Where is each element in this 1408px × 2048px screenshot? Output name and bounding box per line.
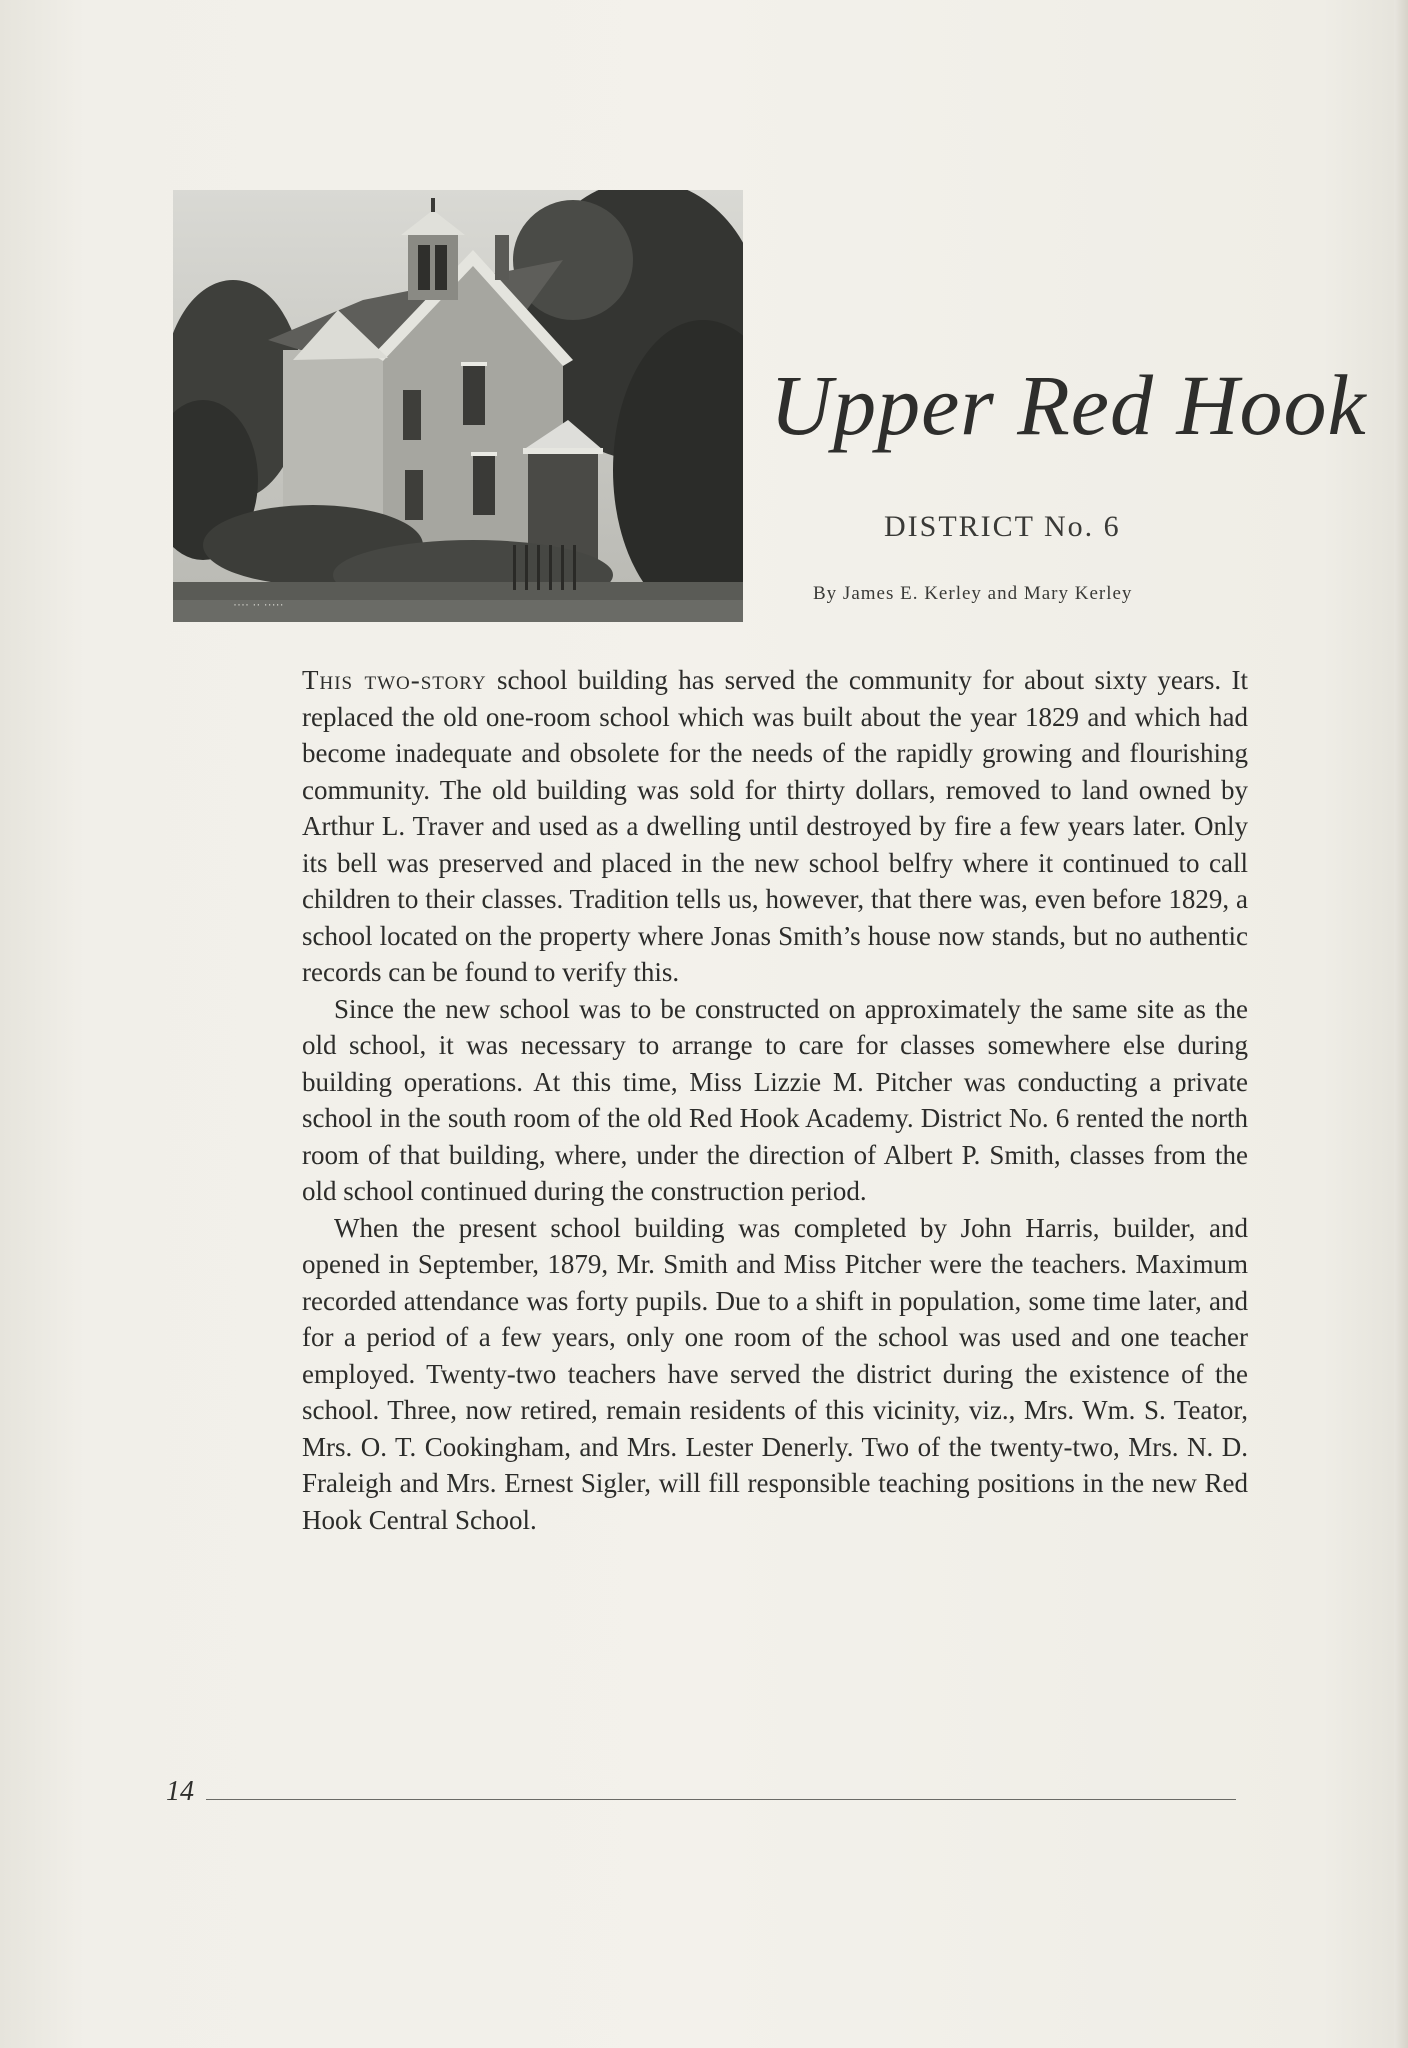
- photo-caption: ···· ·· ·····: [233, 597, 284, 611]
- paragraph-3: When the present school building was completed by John Harris, builder, and opened in September, 1879, Mr. Smith and Miss Pitcher were the teachers. Maximum recorded attendance was forty pupils. Due to a shift in population, some time later, and for a period of a few years, only one room of the school was used and one teacher employed. Twenty-two teachers have served the district during the existence of the school. Three, now retired, remain residents of this vicinity, viz., Mrs. Wm. S. Teator, Mrs. O. T. Cookingham, and Mrs. Lester Denerly. Two of the twenty-two, Mrs. N. D. Fraleigh and Mrs. Ernest Sigler, will fill responsible teaching positions in the new Red Hook Central School.: [302, 1212, 1248, 1535]
- page-edge: [1394, 0, 1408, 2048]
- paragraph-lead: This two-story: [302, 665, 487, 695]
- article-title: Upper Red Hook: [770, 357, 1367, 453]
- footer-rule: [206, 1799, 1236, 1800]
- article-subtitle: DISTRICT No. 6: [884, 510, 1121, 543]
- paragraph-2: Since the new school was to be constructed on approximately the same site as the old school, it was necessary to arrange to care for classes somewhere else during building operations. At this time, Miss Lizzie M. Pitcher was conducting a private school in the south room of the old Red Hook Academy. District No. 6 rented the north room of that building, where, under the direction of Albert P. Smith, classes from the old school continued during the construction period.: [302, 993, 1248, 1206]
- paragraph-1: [302, 662, 1248, 991]
- article-byline: By James E. Kerley and Mary Kerley: [813, 583, 1133, 604]
- schoolhouse-photo: [173, 190, 743, 622]
- page-number: 14: [166, 1776, 194, 1807]
- article-body: [302, 662, 1248, 1538]
- paragraph-text: school building has served the community for about sixty years. It replaced the old one-room school which was built about the year 1829 and which had become inadequate and obsolete for the needs of the rapidly growing and flourishing community. The old building was sold for thirty dollars, removed to land owned by Arthur L. Traver and used as a dwelling until destroyed by fire a few years later. Only its bell was preserved and placed in the new school belfry where it continued to call children to their classes. Tradition tells us, however, that there was, even before 1829, a school located on the property where Jonas Smith’s house now stands, but no authentic records can be found to verify this.: [302, 665, 1248, 987]
